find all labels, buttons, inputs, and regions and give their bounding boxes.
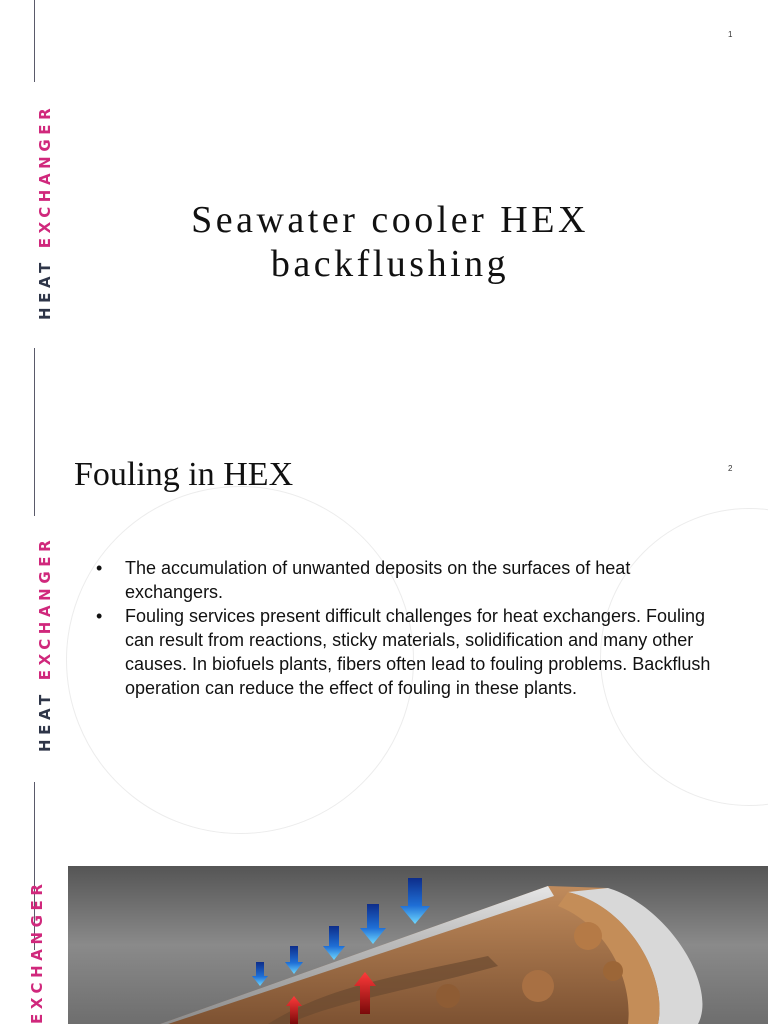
bullet-item [96,556,716,604]
title-line-1: Seawater cooler HEX [191,199,589,241]
bullet-text: The accumulation of unwanted deposits on the surfaces of heat exchangers. [125,558,631,602]
sidebar-label-word2: EXCHANGER [36,535,54,681]
sidebar-label-clipped: EXCHANGER [28,879,46,1024]
bullet-text: Fouling services present difficult challenges for heat exchangers. Fouling can result from reactions, sticky materials, solidification and many other causes. In biofuels plants, fibers often lead to fouling problems. Backflush operation can reduce the effect of fouling in these plants. [125,606,711,698]
sidebar-label-word1: HEAT [36,258,54,320]
bullet-list [96,556,716,700]
page-number: 1 [728,30,733,39]
sidebar-label [38,104,53,320]
sidebar-label-word1: HEAT [36,690,54,752]
fouling-pipe-illustration [68,866,768,1024]
bullet-marker: • [96,606,103,626]
pipe-illustration-svg [68,866,768,1024]
sidebar-label-word2: EXCHANGER [36,103,54,249]
bullet-marker: • [96,558,103,578]
title-line-2: backflushing [270,243,510,285]
sidebar-line-top [34,432,35,516]
bullet-item [96,604,716,700]
slide-1 [0,0,768,432]
slide-2 [0,432,768,1024]
page-number: 2 [728,464,733,473]
sidebar-label [38,536,53,752]
sidebar-line-bottom [34,348,35,432]
slide-heading: Fouling in HEX [74,456,294,493]
sidebar-line-top [34,0,35,82]
slide-title [90,198,690,286]
